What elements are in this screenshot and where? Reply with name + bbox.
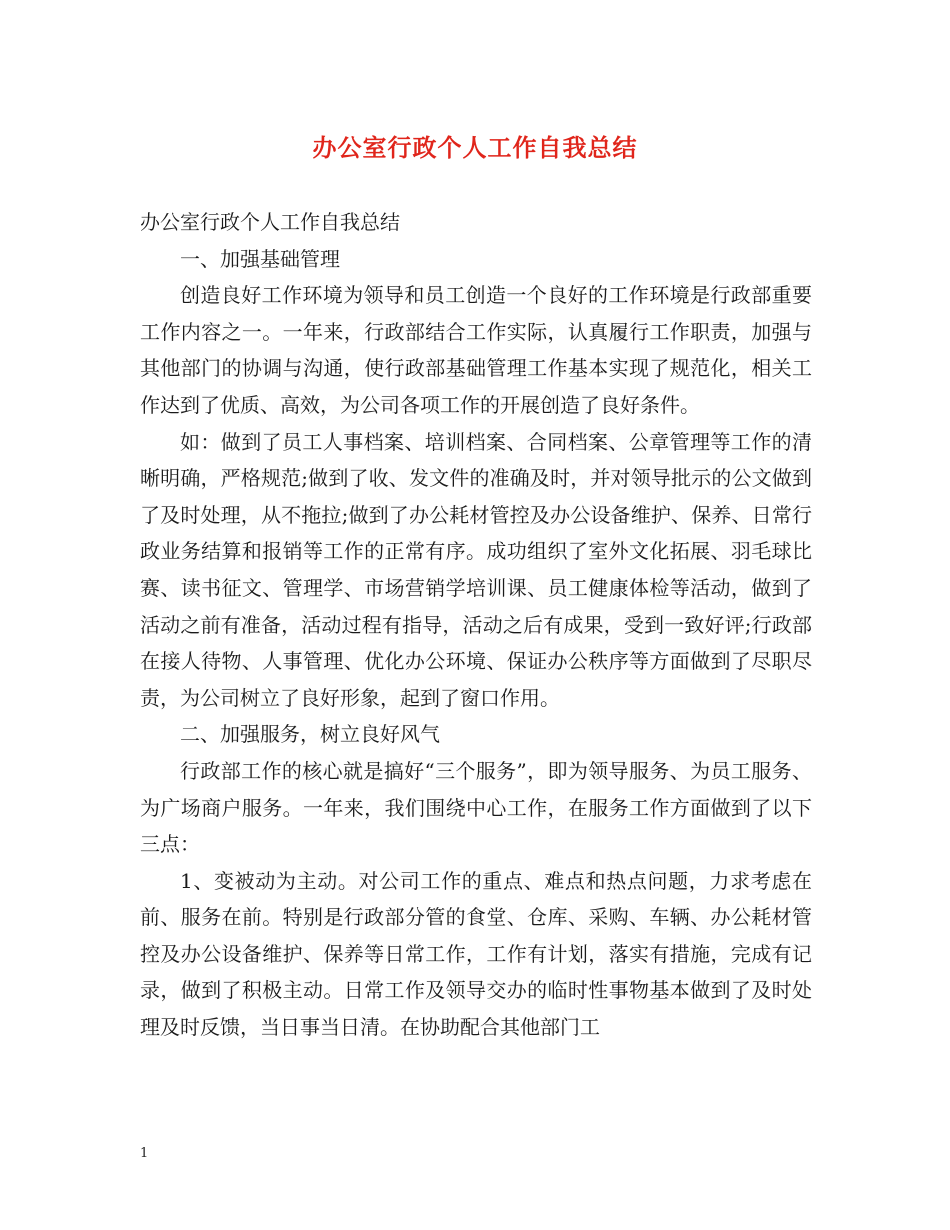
paragraph-3: 行政部工作的核心就是搞好“三个服务”，即为领导服务、为员工服务、为广场商户服务。一年来，我们围绕中心工作，在服务工作方面做到了以下三点： (140, 758, 812, 857)
section-heading-1: 一、加强基础管理 (180, 246, 340, 271)
page-number: 1 (140, 1146, 149, 1161)
document-title: 办公室行政个人工作自我总结 (312, 133, 638, 162)
section-heading-2: 二、加强服务，树立良好风气 (180, 722, 440, 747)
paragraph-2: 如：做到了员工人事档案、培训档案、合同档案、公章管理等工作的清晰明确，严格规范;做到了收、发文件的准确及时，并对领导批示的公文做到了及时处理，从不拖拉;做到了办公耗材管控及办公设备维护、保养、日常行政业务结算和报销等工作的正常有序。成功组织了室外文化拓展、羽毛球比赛、读书征文、管理学、市场营销学培训课、员工健康体检等活动，做到了活动之前有准备，活动过程有指导，活动之后有成果，受到一致好评;行政部在接人待物、人事管理、优化办公环境、保证办公秩序等方面做到了尽职尽责，为公司树立了良好形象，起到了窗口作用。 (140, 429, 812, 710)
paragraph-1: 创造良好工作环境为领导和员工创造一个良好的工作环境是行政部重要工作内容之一。一年来，行政部结合工作实际，认真履行工作职责，加强与其他部门的协调与沟通，使行政部基础管理工作基本实现了规范化，相关工作达到了优质、高效，为公司各项工作的开展创造了良好条件。 (140, 283, 812, 417)
body-heading: 办公室行政个人工作自我总结 (140, 210, 400, 234)
paragraph-4: 1、变被动为主动。对公司工作的重点、难点和热点问题，力求考虑在前、服务在前。特别是行政部分管的食堂、仓库、采购、车辆、办公耗材管控及办公设备维护、保养等日常工作，工作有计划，落实有措施，完成有记录，做到了积极主动。日常工作及领导交办的临时性事物基本做到了及时处理及时反馈，当日事当日清。在协助配合其他部门工 (140, 868, 812, 1040)
document-body (140, 204, 812, 1046)
